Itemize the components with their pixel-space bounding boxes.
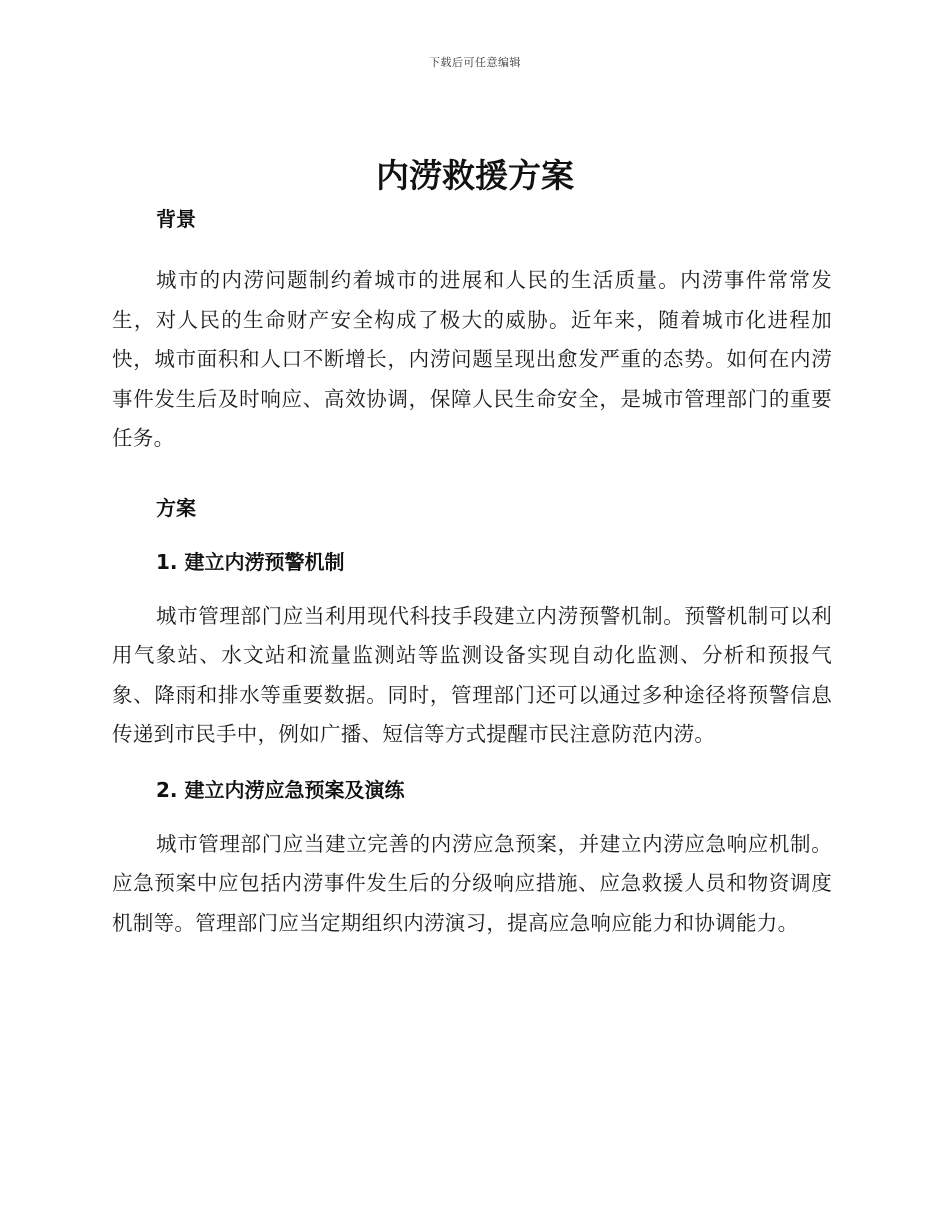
section-heading-warning: 1. 建立内涝预警机制 — [156, 549, 345, 574]
paragraph-warning: 城市管理部门应当利用现代科技手段建立内涝预警机制。预警机制可以利用气象站、水文站和流量监测站等监测设备实现自动化监测、分析和预报气象、降雨和排水等重要数据。同时，管理部门还可以通过多种途径将预警信息传递到市民手中，例如广播、短信等方式提醒市民注意防范内涝。 — [112, 603, 832, 746]
spacer — [112, 809, 832, 825]
spacer — [112, 459, 832, 489]
section-heading-emergency: 2. 建立内涝应急预案及演练 — [156, 777, 405, 802]
spacer — [112, 238, 832, 261]
spacer — [112, 581, 832, 597]
section-heading-background: 背景 — [156, 207, 196, 231]
paragraph-emergency: 城市管理部门应当建立完善的内涝应急预案，并建立内涝应急响应机制。应急预案中应包括内涝事件发生后的分级响应措施、应急救援人员和物资调度机制等。管理部门应当定期组织内涝演习，提高应急响应能力和协调能力。 — [112, 831, 832, 935]
document-title: 内涝救援方案 — [376, 156, 574, 195]
spacer — [112, 755, 832, 771]
paragraph-background: 城市的内涝问题制约着城市的进展和人民的生活质量。内涝事件常常发生，对人民的生命财产安全构成了极大的威胁。近年来，随着城市化进程加快，城市面积和人口不断增长，内涝问题呈现出愈发严重的态势。如何在内涝事件发生后及时响应、高效协调，保障人民生命安全，是城市管理部门的重要任务。 — [112, 268, 832, 450]
header-note: 下载后可任意编辑 — [429, 56, 521, 69]
document-body — [112, 200, 832, 943]
section-heading-plan: 方案 — [156, 495, 196, 520]
spacer — [112, 527, 832, 543]
